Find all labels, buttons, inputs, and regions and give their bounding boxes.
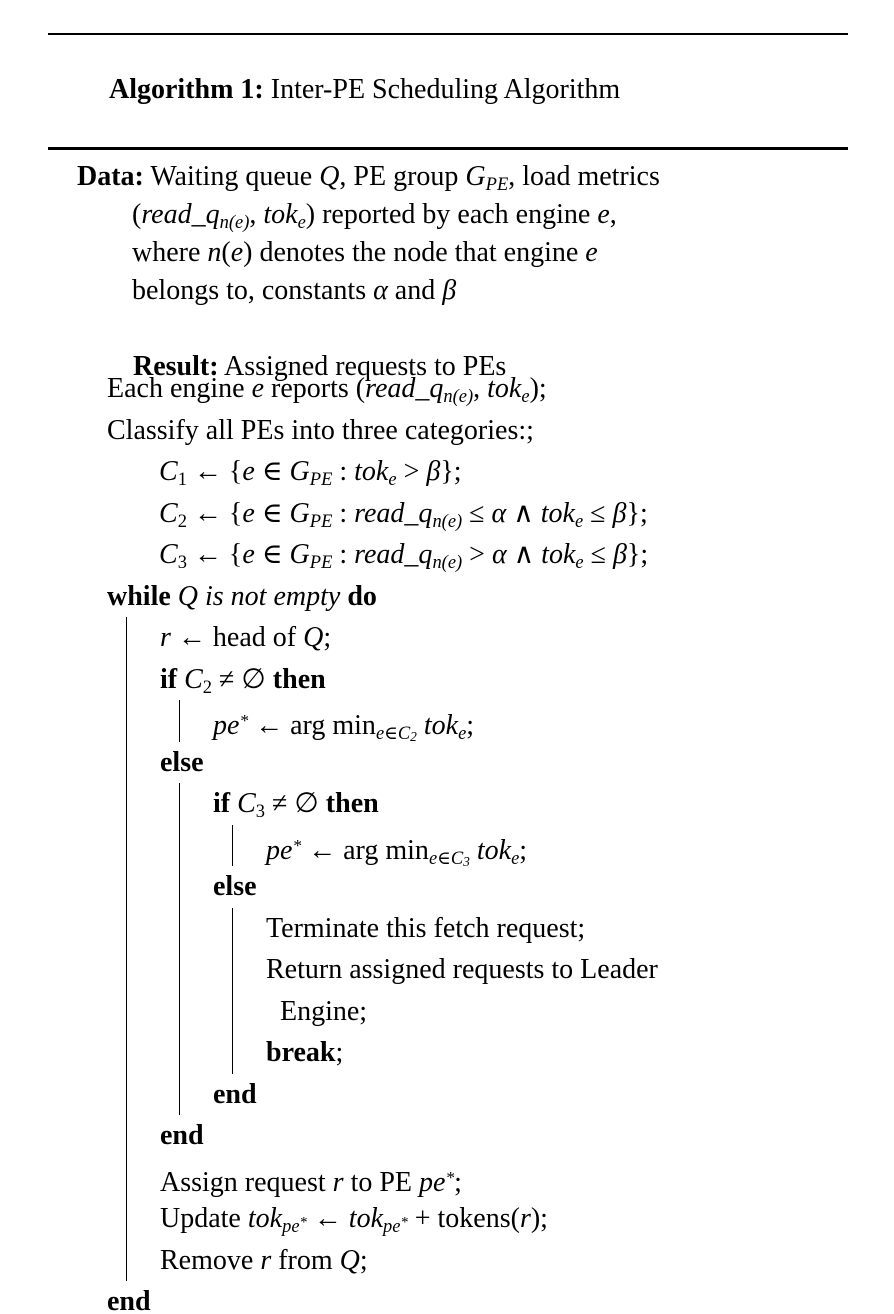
indent-rule bbox=[232, 949, 267, 991]
algorithm-line bbox=[107, 1115, 848, 1157]
text-run: * bbox=[239, 711, 249, 730]
text-run: ≤ bbox=[462, 497, 492, 529]
algorithm-line bbox=[107, 1281, 848, 1314]
text-run: ∈ bbox=[254, 497, 290, 529]
indent-rule bbox=[126, 908, 161, 950]
text-run: ≠ ∅ bbox=[265, 788, 326, 819]
text-run: G bbox=[289, 497, 310, 529]
line-content bbox=[160, 659, 326, 701]
algorithm-line bbox=[107, 866, 848, 908]
text-run: Classify all PEs into three categories:; bbox=[107, 414, 534, 446]
data-line bbox=[77, 158, 848, 196]
line-content bbox=[160, 1157, 462, 1199]
text-run: read_q bbox=[141, 199, 220, 230]
text-run: ≤ bbox=[583, 539, 613, 570]
algorithm-box bbox=[48, 33, 848, 1314]
algorithm-line bbox=[107, 1074, 848, 1116]
indent-rule bbox=[126, 700, 161, 742]
text-run: ← bbox=[306, 1203, 349, 1234]
text-run: Waiting queue bbox=[143, 161, 320, 192]
text-run: * bbox=[445, 1167, 455, 1187]
algorithm-line bbox=[107, 1198, 848, 1240]
indent-rule bbox=[126, 991, 161, 1033]
text-run: ← { bbox=[186, 456, 243, 487]
text-run: n(e) bbox=[432, 510, 463, 531]
text-run: pe bbox=[383, 1216, 401, 1237]
line-content bbox=[159, 493, 648, 535]
line-content bbox=[213, 700, 475, 745]
text-run: ; bbox=[519, 834, 528, 866]
text-run: else bbox=[213, 871, 257, 902]
line-content bbox=[266, 949, 658, 991]
text-run: ; bbox=[454, 1166, 462, 1198]
text-run: 2 bbox=[202, 676, 213, 697]
indent-rule bbox=[126, 1198, 161, 1240]
indent-rule bbox=[179, 866, 214, 908]
text-run: PE bbox=[309, 552, 333, 573]
line-content bbox=[160, 1240, 368, 1282]
text-run: α bbox=[491, 497, 507, 529]
text-run: ; bbox=[335, 1037, 344, 1068]
indent-rule bbox=[232, 1032, 267, 1074]
text-run: end bbox=[213, 1078, 257, 1110]
text-run: tok bbox=[247, 1203, 283, 1234]
algorithm-line bbox=[107, 742, 848, 784]
text-run: Each engine bbox=[107, 373, 252, 404]
text-run: PE bbox=[309, 469, 333, 490]
text-run: ∧ bbox=[506, 539, 542, 570]
text-run: * bbox=[292, 835, 302, 855]
algorithm-line bbox=[107, 1032, 848, 1074]
indent-rule bbox=[179, 991, 214, 1033]
text-run: PE bbox=[309, 510, 333, 531]
algorithm-line bbox=[107, 908, 848, 950]
text-run: ; bbox=[359, 1244, 368, 1276]
text-run: α bbox=[373, 275, 388, 306]
text-run: e bbox=[242, 456, 255, 487]
text-run: r bbox=[160, 622, 171, 653]
indent-rule bbox=[126, 866, 161, 908]
line-content bbox=[160, 742, 204, 784]
text-run: to PE bbox=[343, 1166, 420, 1198]
text-run: β bbox=[426, 456, 441, 487]
line-content bbox=[213, 1074, 257, 1116]
line-content bbox=[213, 783, 379, 825]
indent-rule bbox=[232, 908, 267, 950]
text-run: tok bbox=[487, 373, 522, 404]
text-run: pe bbox=[213, 709, 240, 741]
text-run: where bbox=[132, 237, 208, 268]
text-run: tok bbox=[541, 539, 576, 570]
text-run: β bbox=[612, 497, 627, 529]
algorithm-line bbox=[107, 783, 848, 825]
line-content bbox=[159, 534, 648, 576]
text-run: tok bbox=[476, 834, 512, 866]
text-run: C bbox=[159, 539, 178, 570]
algorithm-line bbox=[107, 368, 848, 410]
text-run: , PE group bbox=[339, 161, 466, 192]
text-run: r bbox=[260, 1244, 272, 1276]
text-run: e bbox=[511, 847, 520, 868]
text-run: 2 bbox=[410, 729, 417, 745]
text-run: ) reported by each engine bbox=[305, 199, 598, 230]
line-content bbox=[107, 410, 534, 452]
text-run: G bbox=[465, 161, 486, 192]
text-run: belongs to, constants bbox=[132, 275, 374, 306]
text-run: Q bbox=[319, 161, 340, 192]
algorithm-line bbox=[107, 451, 848, 493]
text-run: ( bbox=[221, 237, 231, 268]
text-run: e bbox=[574, 510, 584, 531]
indent-rule bbox=[232, 991, 267, 1033]
text-run: Q is not empty bbox=[177, 580, 341, 612]
text-run: r bbox=[332, 1166, 344, 1198]
text-run: e bbox=[428, 847, 438, 868]
text-run: 1 bbox=[177, 469, 187, 490]
text-run: C bbox=[184, 663, 203, 695]
text-run: : bbox=[332, 456, 355, 487]
text-run: + tokens( bbox=[407, 1203, 520, 1234]
text-run: }; bbox=[626, 497, 648, 529]
text-run: tok bbox=[423, 709, 459, 741]
indent-rule bbox=[126, 825, 161, 867]
indent-rule bbox=[179, 908, 214, 950]
text-run bbox=[470, 834, 477, 865]
text-run: }; bbox=[440, 456, 462, 487]
data-line bbox=[77, 272, 848, 310]
line-content bbox=[107, 1281, 151, 1314]
text-run: ← { bbox=[186, 497, 243, 529]
text-run: C bbox=[397, 722, 411, 743]
text-run: ∈ bbox=[384, 722, 398, 743]
line-content bbox=[107, 576, 377, 618]
indent-rule bbox=[179, 1032, 214, 1074]
text-run: : bbox=[332, 539, 355, 570]
result-text: Assigned requests to PEs bbox=[218, 351, 507, 382]
text-run: tok bbox=[263, 199, 298, 230]
text-run: 3 bbox=[255, 801, 266, 822]
text-run: tok bbox=[348, 1203, 384, 1234]
algorithm-line bbox=[107, 1157, 848, 1199]
line-content bbox=[266, 825, 527, 867]
text-run: }; bbox=[626, 539, 649, 570]
text-run: read_q bbox=[354, 539, 433, 570]
text-run: G bbox=[289, 539, 310, 570]
text-run: , bbox=[609, 199, 617, 230]
text-run: read_q bbox=[365, 373, 444, 404]
indent-rule bbox=[126, 1157, 161, 1199]
text-run: 3 bbox=[177, 552, 187, 573]
algorithm-line bbox=[107, 991, 848, 1033]
text-run: end bbox=[160, 1120, 204, 1151]
text-run: β bbox=[442, 275, 457, 306]
text-run: Remove bbox=[160, 1244, 261, 1276]
text-run: do bbox=[347, 580, 377, 612]
indent-rule bbox=[126, 1115, 161, 1157]
result-label: Result: bbox=[133, 351, 219, 382]
text-run: e bbox=[297, 212, 306, 233]
line-content bbox=[280, 991, 367, 1033]
text-run: while bbox=[107, 580, 178, 612]
text-run: pe bbox=[419, 1166, 446, 1198]
algorithm-line bbox=[107, 534, 848, 576]
algorithm-body bbox=[77, 368, 848, 1314]
line-content bbox=[266, 908, 585, 950]
text-run: , bbox=[473, 373, 488, 404]
text-run: then bbox=[272, 663, 326, 695]
result-line bbox=[77, 310, 848, 382]
indent-rule bbox=[126, 617, 161, 659]
text-run: ∧ bbox=[506, 497, 541, 529]
text-run: C bbox=[159, 497, 178, 529]
text-run: ); bbox=[530, 1203, 548, 1234]
text-run: n(e) bbox=[443, 386, 474, 407]
text-run: > bbox=[462, 539, 492, 570]
text-run: C bbox=[159, 456, 178, 487]
text-run: e bbox=[458, 722, 467, 743]
algorithm-line bbox=[107, 576, 848, 618]
text-run: ( bbox=[132, 199, 142, 230]
algorithm-line bbox=[107, 700, 848, 745]
algorithm-line bbox=[107, 825, 848, 867]
text-run: PE bbox=[485, 174, 509, 195]
algorithm-line bbox=[107, 493, 848, 535]
data-section bbox=[77, 158, 848, 310]
text-run: e bbox=[242, 497, 255, 529]
text-run: end bbox=[107, 1286, 151, 1314]
line-content bbox=[266, 1032, 343, 1074]
text-run: e bbox=[251, 373, 265, 404]
algorithm-line bbox=[107, 1240, 848, 1282]
data-line bbox=[77, 196, 848, 234]
text-run: Q bbox=[303, 622, 324, 653]
text-run: e bbox=[375, 722, 385, 743]
text-run: α bbox=[491, 539, 507, 570]
text-run: ∈ bbox=[254, 539, 290, 570]
indent-rule bbox=[179, 700, 214, 742]
data-line bbox=[77, 234, 848, 272]
text-run: β bbox=[612, 539, 627, 570]
text-run: * bbox=[299, 1214, 307, 1231]
text-run: 3 bbox=[463, 853, 470, 869]
indent-rule bbox=[179, 825, 214, 867]
text-run: ≤ bbox=[583, 497, 613, 529]
algorithm-line bbox=[107, 410, 848, 452]
indent-rule bbox=[179, 783, 214, 825]
text-run: ← head of bbox=[170, 622, 304, 653]
text-run: ← { bbox=[186, 539, 243, 570]
indent-rule bbox=[179, 949, 214, 991]
text-run: ← arg min bbox=[248, 709, 376, 741]
text-run: Q bbox=[339, 1244, 360, 1276]
text-run: 2 bbox=[177, 510, 187, 531]
io-block bbox=[48, 150, 848, 1314]
text-run: read_q bbox=[354, 497, 433, 529]
text-run: Return assigned requests to Leader bbox=[266, 954, 658, 985]
text-run: e bbox=[575, 552, 584, 573]
text-run: G bbox=[289, 456, 310, 487]
text-run: > bbox=[396, 456, 427, 487]
line-content bbox=[160, 1198, 548, 1240]
text-run: e bbox=[388, 469, 397, 490]
indent-rule bbox=[126, 1074, 161, 1116]
text-run: Assign request bbox=[160, 1166, 333, 1198]
line-content bbox=[159, 451, 462, 493]
text-run: tok bbox=[354, 456, 389, 487]
text-run: tok bbox=[540, 497, 575, 529]
indent-rule bbox=[126, 949, 161, 991]
text-run: ; bbox=[466, 709, 475, 741]
indent-rule bbox=[126, 1032, 161, 1074]
text-run: , load metrics bbox=[508, 161, 660, 192]
text-run: ); bbox=[529, 373, 547, 404]
algorithm-number: Algorithm 1: bbox=[109, 74, 264, 105]
text-run: Update bbox=[160, 1203, 248, 1234]
text-run: and bbox=[387, 275, 443, 306]
text-run bbox=[417, 710, 424, 741]
line-content bbox=[213, 866, 257, 908]
text-run: reports ( bbox=[264, 373, 366, 404]
indent-rule bbox=[126, 742, 161, 784]
text-run: ; bbox=[323, 622, 332, 653]
text-run: n(e) bbox=[219, 212, 250, 233]
text-run: ∈ bbox=[437, 847, 451, 868]
text-run: if bbox=[160, 663, 185, 695]
text-run: Terminate this fetch request; bbox=[266, 912, 586, 944]
text-run: if bbox=[213, 788, 238, 819]
text-run: C bbox=[450, 847, 464, 868]
text-run: r bbox=[519, 1203, 531, 1234]
text-run: e bbox=[597, 199, 610, 230]
text-run: ) bbox=[243, 237, 253, 268]
text-run: , bbox=[249, 199, 264, 230]
line-content bbox=[160, 1115, 204, 1157]
text-run: n(e) bbox=[432, 552, 463, 573]
line-content bbox=[107, 368, 547, 410]
text-run: break bbox=[266, 1037, 336, 1068]
text-run: * bbox=[400, 1214, 408, 1231]
indent-rule bbox=[232, 825, 267, 867]
text-run: denotes the node that engine bbox=[252, 237, 586, 268]
text-run: e bbox=[521, 386, 530, 407]
algorithm-line bbox=[107, 949, 848, 991]
text-run: else bbox=[160, 746, 204, 778]
algorithm-line bbox=[107, 659, 848, 701]
text-run: pe bbox=[266, 834, 293, 866]
data-label: Data: bbox=[77, 161, 144, 192]
indent-rule bbox=[126, 659, 161, 701]
indent-rule bbox=[179, 1074, 214, 1116]
text-run: pe bbox=[282, 1216, 300, 1237]
text-run: C bbox=[237, 788, 256, 819]
algorithm-caption bbox=[48, 33, 848, 150]
text-run: : bbox=[332, 497, 355, 529]
text-run: e bbox=[585, 237, 598, 268]
indent-rule bbox=[126, 783, 161, 825]
text-run: ≠ ∅ bbox=[212, 663, 273, 695]
line-content bbox=[160, 617, 331, 659]
text-run: Engine; bbox=[280, 995, 368, 1027]
text-run: ∈ bbox=[254, 456, 290, 487]
algorithm-line bbox=[107, 617, 848, 659]
text-run: e bbox=[242, 539, 255, 570]
indent-rule bbox=[126, 1240, 161, 1282]
text-run: ← arg min bbox=[301, 834, 429, 866]
text-run: from bbox=[271, 1244, 340, 1276]
text-run: then bbox=[325, 788, 379, 819]
algorithm-title: Inter-PE Scheduling Algorithm bbox=[263, 74, 621, 105]
text-run: n bbox=[207, 237, 222, 268]
text-run: e bbox=[230, 237, 244, 268]
